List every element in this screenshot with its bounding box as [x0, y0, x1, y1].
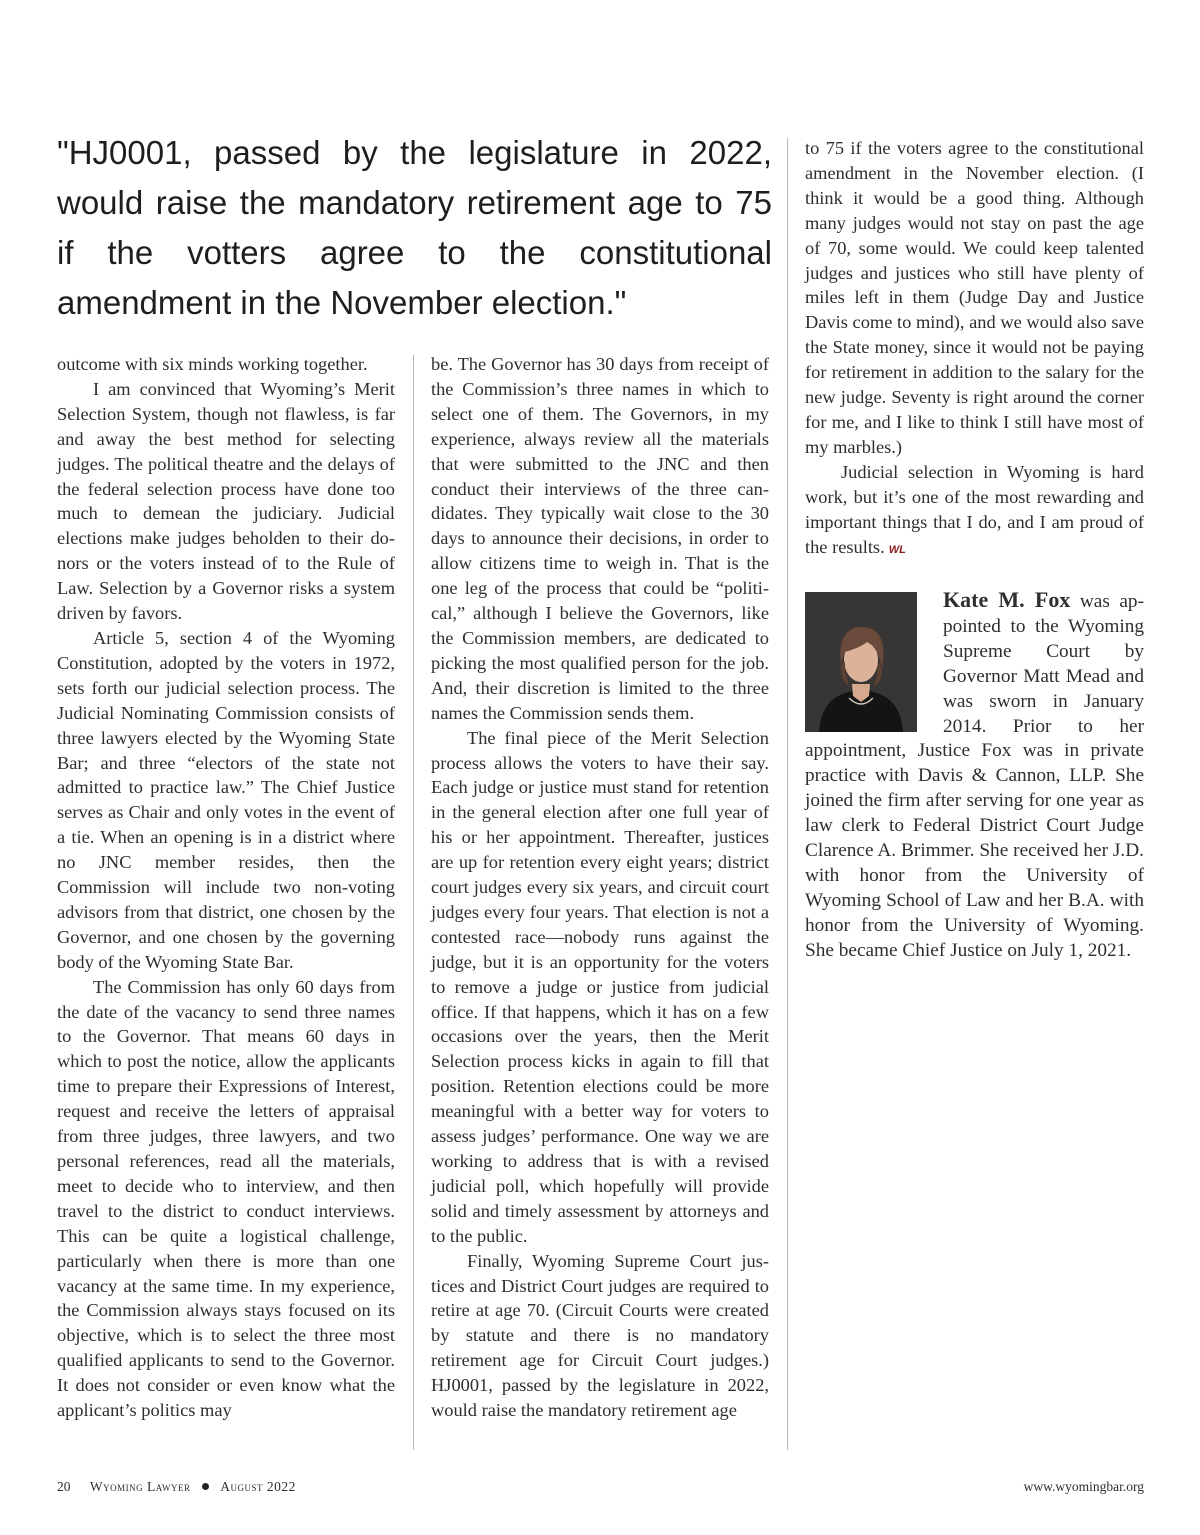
paragraph: outcome with six minds working together. [57, 354, 368, 374]
column-divider [787, 138, 788, 1450]
page-number: 20 [57, 1479, 71, 1494]
article-column-1 [57, 352, 395, 1423]
column-divider [413, 355, 414, 1450]
end-mark: WL [888, 543, 906, 556]
bullet-separator [202, 1483, 209, 1490]
paragraph: The Commission has only 60 days from the date of the vacancy to send three names to the Governor. That means 60 days in which to post the notice, allow the applicants time to prepare their Expressions of Interest, request and receive the letters of appraisal from three judges, three lawyers, and two personal references, read all the materials, meet to decide who to interview, and then travel to the district to conduct interviews. This can be quite a logistical challenge, particularly when there is more than one vacancy at the same time. In my experience, the Commission always stays focused on its objective, which is to select the three most qualified applicants to send to the Governor. It does not consider or even know what the applicant’s politics may [57, 976, 395, 1421]
footer-publication-info [57, 1479, 296, 1495]
author-name: Kate M. Fox [943, 587, 1071, 612]
author-bio-text: was appointed to the Wyoming Supreme Court by Governor Matt Mead and was sworn in January 2014. Prior to her appointment, Justice Fox was in private practice with Davis & Cannon, LLP. She joined the firm after serving for one year as law clerk to Federal District Court Judge Clarence A. Brimmer. She received her J.D. with honor from the University of Wyoming School of Law and her B.A. with honor from the University of Wyoming. She became Chief Justice on July 1, 2021. [805, 591, 1144, 961]
paragraph: to 75 if the voters agree to the constitutional amendment in the November election. (I think it would be a good thing. Although many judges would not stay on past the age of 70, some would. We could keep talented judges and justices who still have plenty of miles left in them (Judge Day and Justice Davis come to mind), and we would also save the State money, since it would not be paying for retirement in addition to the salary for the new judge. Seventy is right around the corner for me, and I like to think I still have most of my marbles.) [805, 138, 1144, 457]
article-column-2 [431, 352, 769, 1423]
paragraph: Article 5, section 4 of the Wyoming Constitution, adopted by the voters in 1972, sets forth our judicial selection process. The Judicial Nominating Commission consists of three lawyers elected by the Wyoming State Bar; and three “electors of the state not admitted to practice law.” The Chief Justice serves as Chair and only votes in the event of a tie. When an opening is in a district where no JNC member resides, then the Commission will include two non-voting advisors from that district, one chosen by the Governor, and one chosen by the governing body of the Wyoming State Bar. [57, 627, 395, 972]
pull-quote: "HJ0001, passed by the legislature in 2022, would raise the mandatory retirement age to 75 if the votters agree to the constitutional amendment in the November election." [57, 134, 772, 321]
paragraph-text: Judicial selection in Wyoming is hard work, but it’s one of the most rewarding and important things that I do, and I am proud of the results. [805, 461, 1144, 557]
paragraph: be. The Governor has 30 days from receipt of the Commission’s three names in which to select one of them. The Governors, in my experience, always review all the materials that were submitted to the JNC and then conduct their interviews of the three candidates. They typically wait close to the 30 days to announce their decisions, in order to allow citizens time to weigh in. That is the one leg of the process that could be “political,” although I believe the Governors, like the Commission members, are dedicated to picking the most qualified person for the job. And, their discretion is limited to the three names the Commission sends them. [431, 354, 769, 723]
publication-name: Wyoming Lawyer [89, 1479, 191, 1494]
paragraph: The final piece of the Merit Selection process allows the voters to have their say. Each judge or justice must stand for retention in the general election after one full year of his or her appointment. Thereafter, justices are up for retention every eight years; district court judges every six years, and circuit court judges every four years. That election is not a contested race—nobody runs against the judge, but it is an opportunity for the voters to remove a judge or justice from judicial office. If that happens, which it has on a few occasions over the years, then the Merit Selection process kicks in again to fill that position. Retention elections could be more meaningful with a better way for voters to assess judges’ performance. One way we are working to address that is with a revised judicial poll, which hopefully will provide solid and timely assessment by attorneys and to the public. [431, 727, 769, 1246]
paragraph: Finally, Wyoming Supreme Court justices and District Court judges are required to retire at age 70. (Circuit Courts were created by statute and there is no mandatory retirement age for Circuit Court judges.) HJ0001, passed by the legislature in 2022, would raise the mandatory retirement age [431, 1250, 769, 1421]
issue-date: August 2022 [220, 1479, 296, 1494]
footer-website: www.wyomingbar.org [1023, 1479, 1144, 1494]
author-bio [805, 588, 1144, 964]
article-column-3 [805, 136, 1144, 562]
author-portrait-image [805, 592, 917, 732]
paragraph: I am convinced that Wyoming’s Merit Selection System, though not flawless, is far and away the best method for selecting judges. The political theatre and the delays of the federal selection process have done too much to demean the judiciary. Judicial elections make judges beholden to their donors or the voters instead of to the Rule of Law. Selection by a Governor risks a system driven by favors. [57, 378, 395, 624]
author-photo [805, 592, 917, 732]
paragraph [805, 460, 1144, 563]
